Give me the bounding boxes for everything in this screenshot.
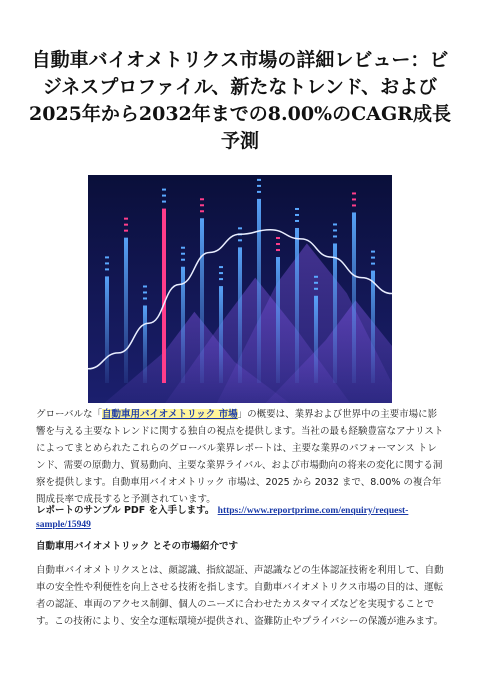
hero-dot xyxy=(143,297,147,299)
hero-dot xyxy=(181,253,185,255)
hero-dot xyxy=(181,247,185,249)
hero-dot xyxy=(143,291,147,293)
hero-dot xyxy=(352,198,356,200)
sample-pdf-line xyxy=(36,504,446,532)
intro-body: 」の概要は、業界および世界中の主要市場に影響を与える主要なトレンドに関する独自の視点を提供します。当社の最も経験豊富なアナリストによってまとめられたこれらのグローバル業界レポートは、主要な業界のパフォーマンス トレンド、需要の原動力、貿易動向、主要な業界ライバル、および市場動向の将来の変化に関する洞察を提供します。自動車用バイオメトリック 市場は、2025 から 2032 まで、8.00% の複合年間成長率で成長すると予測されています。 xyxy=(36,409,444,505)
hero-dot xyxy=(257,191,261,193)
hero-bar xyxy=(219,286,223,383)
hero-dot xyxy=(371,257,375,259)
hero-bar xyxy=(295,228,299,383)
hero-dot xyxy=(276,249,280,251)
hero-dot xyxy=(276,237,280,239)
hero-dot xyxy=(295,220,299,222)
hero-dot xyxy=(105,262,109,264)
hero-dot xyxy=(124,230,128,232)
hero-bar xyxy=(105,276,109,383)
hero-dot xyxy=(314,288,318,290)
hero-dot xyxy=(352,192,356,194)
hero-dot xyxy=(276,243,280,245)
hero-dot xyxy=(257,179,261,181)
hero-dot xyxy=(333,223,337,225)
hero-dot xyxy=(295,214,299,216)
hero-dot xyxy=(333,235,337,237)
hero-dot xyxy=(371,263,375,265)
hero-bar xyxy=(162,209,166,383)
hero-dot xyxy=(124,224,128,226)
hero-dot xyxy=(257,185,261,187)
hero-bar xyxy=(333,243,337,383)
section-heading: 自動車用バイオメトリック とその市場紹介です xyxy=(36,541,239,552)
intro-paragraph xyxy=(36,406,446,508)
hero-bar xyxy=(238,247,242,383)
hero-dot xyxy=(181,259,185,261)
hero-dot xyxy=(105,256,109,258)
hero-bar xyxy=(314,296,318,383)
hero-bar xyxy=(276,257,280,383)
hero-dot xyxy=(162,195,166,197)
hero-dot xyxy=(371,251,375,253)
hero-dot xyxy=(352,204,356,206)
sample-url-link[interactable]: https://www.reportprime.com/enquiry/request-sample/15949 xyxy=(36,506,409,530)
market-highlight xyxy=(102,409,238,420)
hero-bar xyxy=(371,271,375,383)
hero-image xyxy=(88,175,392,403)
hero-bar xyxy=(257,199,261,383)
hero-dot xyxy=(295,208,299,210)
hero-dot xyxy=(200,210,204,212)
hero-dot xyxy=(333,229,337,231)
market-link[interactable]: 自動車用バイオメトリック 市場 xyxy=(102,409,238,420)
hero-bar xyxy=(124,238,128,383)
hero-bar xyxy=(143,305,147,383)
hero-dot xyxy=(200,198,204,200)
hero-dot xyxy=(105,268,109,270)
document-title: 自動車バイオメトリクス市場の詳細レビュー：ビジネスプロファイル、新たなトレンド、および2025年から2032年までの8.00%のCAGR成長予測 xyxy=(29,48,451,152)
hero-bar xyxy=(200,218,204,383)
hero-dot xyxy=(219,266,223,268)
hero-dot xyxy=(162,201,166,203)
hero-bar xyxy=(352,212,356,383)
hero-dot xyxy=(124,218,128,220)
section-body: 自動車バイオメトリクスとは、顔認識、指紋認証、声認識などの生体認証技術を利用して、自動車の安全性や利便性を向上させる技術を指します。自動車バイオメトリクス市場の目的は、運転者の認証、車両のアクセス制御、個人のニーズに合わせたカスタマイズなどを実現することです。この技術により、安全な運転環境が提供され、盗難防止やプライバシーの保護が進みます。 xyxy=(36,565,444,627)
hero-dot xyxy=(200,204,204,206)
hero-dot xyxy=(162,189,166,191)
hero-dot xyxy=(219,278,223,280)
intro-prefix: グローバルな「 xyxy=(36,409,103,420)
hero-dot xyxy=(238,227,242,229)
hero-dot xyxy=(143,285,147,287)
hero-dot xyxy=(314,282,318,284)
hero-dot xyxy=(219,272,223,274)
hero-dot xyxy=(314,276,318,278)
sample-label: レポートのサンプル PDF を入手します。 xyxy=(36,505,215,516)
hero-dot xyxy=(238,239,242,241)
